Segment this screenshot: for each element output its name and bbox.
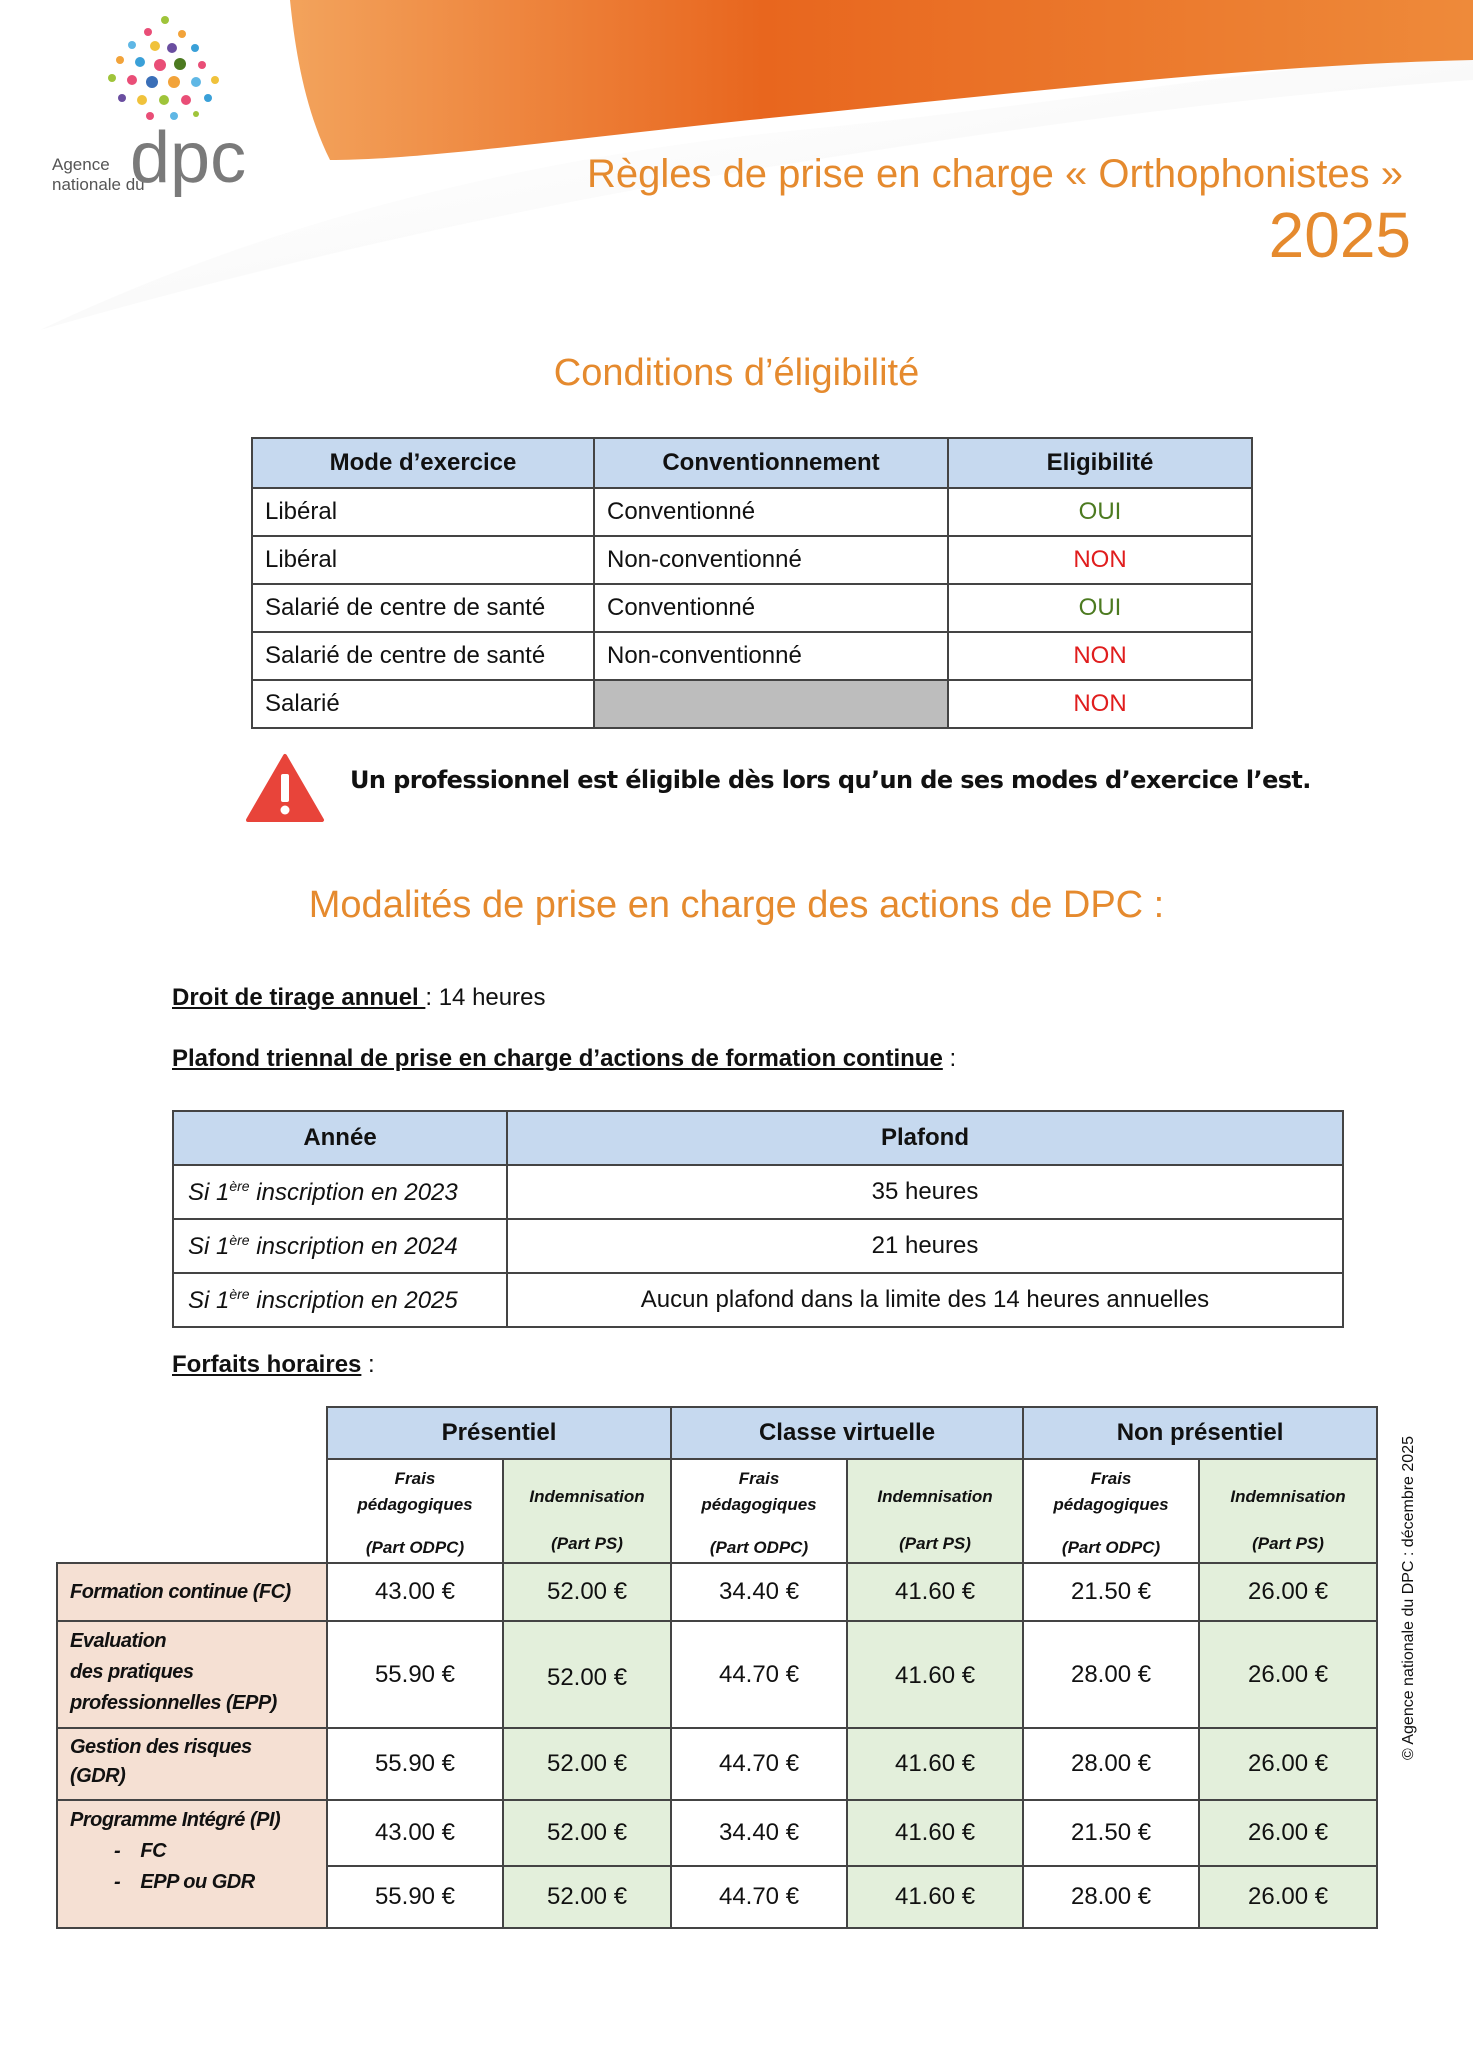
cell-value: 28.00 €	[1023, 1866, 1199, 1928]
dpc-logo	[50, 10, 280, 200]
forfaits-suffix: :	[361, 1351, 375, 1378]
logo-text-nationale: nationale du	[52, 175, 145, 194]
cell-eligibility: NON	[948, 536, 1252, 584]
warning-icon	[245, 752, 325, 824]
section-title-eligibility: Conditions d’éligibilité	[553, 352, 920, 394]
cell-value: 21.50 €	[1023, 1800, 1199, 1866]
subheader-indemnisation: Indemnisation (Part PS)	[1199, 1459, 1377, 1563]
cell-value: 41.60 €	[847, 1866, 1023, 1928]
cell-value: 55.90 €	[327, 1621, 503, 1728]
blank-corner	[57, 1407, 327, 1459]
cell-mode: Salarié de centre de santé	[252, 632, 594, 680]
cell-value: 43.00 €	[327, 1563, 503, 1621]
logo-text-dpc: dpc	[130, 118, 247, 198]
table-row	[173, 1273, 1343, 1327]
cell-value: 41.60 €	[847, 1800, 1023, 1866]
cell-mode: Libéral	[252, 536, 594, 584]
cell-mode: Salarié de centre de santé	[252, 584, 594, 632]
table-row	[173, 1219, 1343, 1273]
cell-value: 34.40 €	[671, 1800, 847, 1866]
warning-message: Un professionnel est éligible dès lors qu’un de ses modes d’exercice l’est.	[350, 766, 1311, 794]
table-row	[252, 680, 1252, 728]
droit-tirage-label: Droit de tirage annuel	[172, 984, 426, 1011]
plafond-suffix: :	[942, 1045, 957, 1072]
cell-value: 44.70 €	[671, 1866, 847, 1928]
column-header-eligibilite: Eligibilité	[948, 438, 1252, 488]
cell-eligibility: NON	[948, 680, 1252, 728]
logo-text-agence: Agence	[52, 155, 110, 174]
document-year: 2025	[1268, 199, 1411, 271]
row-label-epp: Evaluation des pratiques professionnelles (EPP)	[57, 1621, 327, 1728]
cell-value: 41.60 €	[847, 1728, 1023, 1800]
table-row	[57, 1563, 1377, 1621]
cell-eligibility: OUI	[948, 488, 1252, 536]
group-header-classe-virtuelle: Classe virtuelle	[671, 1407, 1023, 1459]
row-label-gdr: Gestion des risques (GDR)	[57, 1728, 327, 1800]
plafond-label: Plafond triennal de prise en charge d’actions de formation continue	[172, 1045, 943, 1072]
cell-conv: Conventionné	[594, 584, 948, 632]
cell-value: 26.00 €	[1199, 1728, 1377, 1800]
table-row	[57, 1728, 1377, 1800]
droit-tirage-value: : 14 heures	[425, 984, 546, 1011]
table-row	[173, 1165, 1343, 1219]
cell-value: 52.00 €	[503, 1621, 671, 1728]
plafond-line	[172, 1045, 956, 1073]
cell-plafond: Aucun plafond dans la limite des 14 heures annuelles	[507, 1273, 1343, 1327]
table-row	[57, 1621, 1377, 1728]
cell-value: 44.70 €	[671, 1621, 847, 1728]
row-label-fc: Formation continue (FC)	[57, 1563, 327, 1621]
cell-value: 52.00 €	[503, 1563, 671, 1621]
cell-value: 43.00 €	[327, 1800, 503, 1866]
subheader-indemnisation: Indemnisation (Part PS)	[847, 1459, 1023, 1563]
row-label-pi: Programme Intégré (PI) - FC - EPP ou GDR	[57, 1800, 327, 1928]
cell-value: 26.00 €	[1199, 1621, 1377, 1728]
forfaits-line	[172, 1351, 375, 1379]
table-subheader-row	[57, 1459, 1377, 1563]
cell-conv: Non-conventionné	[594, 632, 948, 680]
group-header-non-presentiel: Non présentiel	[1023, 1407, 1377, 1459]
cell-value: 26.00 €	[1199, 1800, 1377, 1866]
cell-value: 28.00 €	[1023, 1728, 1199, 1800]
cell-plafond: 21 heures	[507, 1219, 1343, 1273]
cell-value: 28.00 €	[1023, 1621, 1199, 1728]
column-header-mode: Mode d’exercice	[252, 438, 594, 488]
table-row	[252, 536, 1252, 584]
table-row	[252, 488, 1252, 536]
table-row	[57, 1800, 1377, 1866]
forfaits-table	[56, 1406, 1378, 1929]
cell-conv-empty	[594, 680, 948, 728]
cell-value: 44.70 €	[671, 1728, 847, 1800]
table-row	[252, 632, 1252, 680]
blank-corner	[57, 1459, 327, 1563]
group-header-presentiel: Présentiel	[327, 1407, 671, 1459]
copyright-notice: © Agence nationale du DPC : décembre 2025	[1400, 1436, 1417, 1760]
section-title-modalites: Modalités de prise en charge des actions de DPC :	[308, 884, 1165, 926]
cell-value: 52.00 €	[503, 1800, 671, 1866]
cell-eligibility: NON	[948, 632, 1252, 680]
cell-value: 41.60 €	[847, 1621, 1023, 1728]
cell-value: 52.00 €	[503, 1728, 671, 1800]
cell-value: 21.50 €	[1023, 1563, 1199, 1621]
eligibility-table	[251, 437, 1253, 729]
cell-value: 26.00 €	[1199, 1563, 1377, 1621]
forfaits-label: Forfaits horaires	[172, 1351, 362, 1378]
cell-year: Si 1ère inscription en 2023	[173, 1165, 507, 1219]
cell-conv: Conventionné	[594, 488, 948, 536]
cell-conv: Non-conventionné	[594, 536, 948, 584]
subheader-frais: Frais pédagogiques (Part ODPC)	[671, 1459, 847, 1563]
cell-year: Si 1ère inscription en 2025	[173, 1273, 507, 1327]
logo-dots-graphic	[50, 10, 280, 200]
cell-plafond: 35 heures	[507, 1165, 1343, 1219]
cell-value: 55.90 €	[327, 1728, 503, 1800]
table-row	[252, 584, 1252, 632]
cell-eligibility: OUI	[948, 584, 1252, 632]
cell-mode: Salarié	[252, 680, 594, 728]
cell-value: 55.90 €	[327, 1866, 503, 1928]
table-header-row	[252, 438, 1252, 488]
column-header-conventionnement: Conventionnement	[594, 438, 948, 488]
subheader-frais: Frais pédagogiques (Part ODPC)	[327, 1459, 503, 1563]
subheader-frais: Frais pédagogiques (Part ODPC)	[1023, 1459, 1199, 1563]
document-title: Règles de prise en charge « Orthophonistes »	[586, 152, 1403, 196]
subheader-indemnisation: Indemnisation (Part PS)	[503, 1459, 671, 1563]
table-header-row	[173, 1111, 1343, 1165]
cell-value: 34.40 €	[671, 1563, 847, 1621]
cell-value: 26.00 €	[1199, 1866, 1377, 1928]
cell-value: 52.00 €	[503, 1866, 671, 1928]
plafond-table	[172, 1110, 1344, 1328]
column-header-plafond: Plafond	[507, 1111, 1343, 1165]
cell-value: 41.60 €	[847, 1563, 1023, 1621]
droit-tirage-line	[172, 984, 545, 1012]
column-header-annee: Année	[173, 1111, 507, 1165]
table-group-header-row	[57, 1407, 1377, 1459]
cell-year: Si 1ère inscription en 2024	[173, 1219, 507, 1273]
cell-mode: Libéral	[252, 488, 594, 536]
